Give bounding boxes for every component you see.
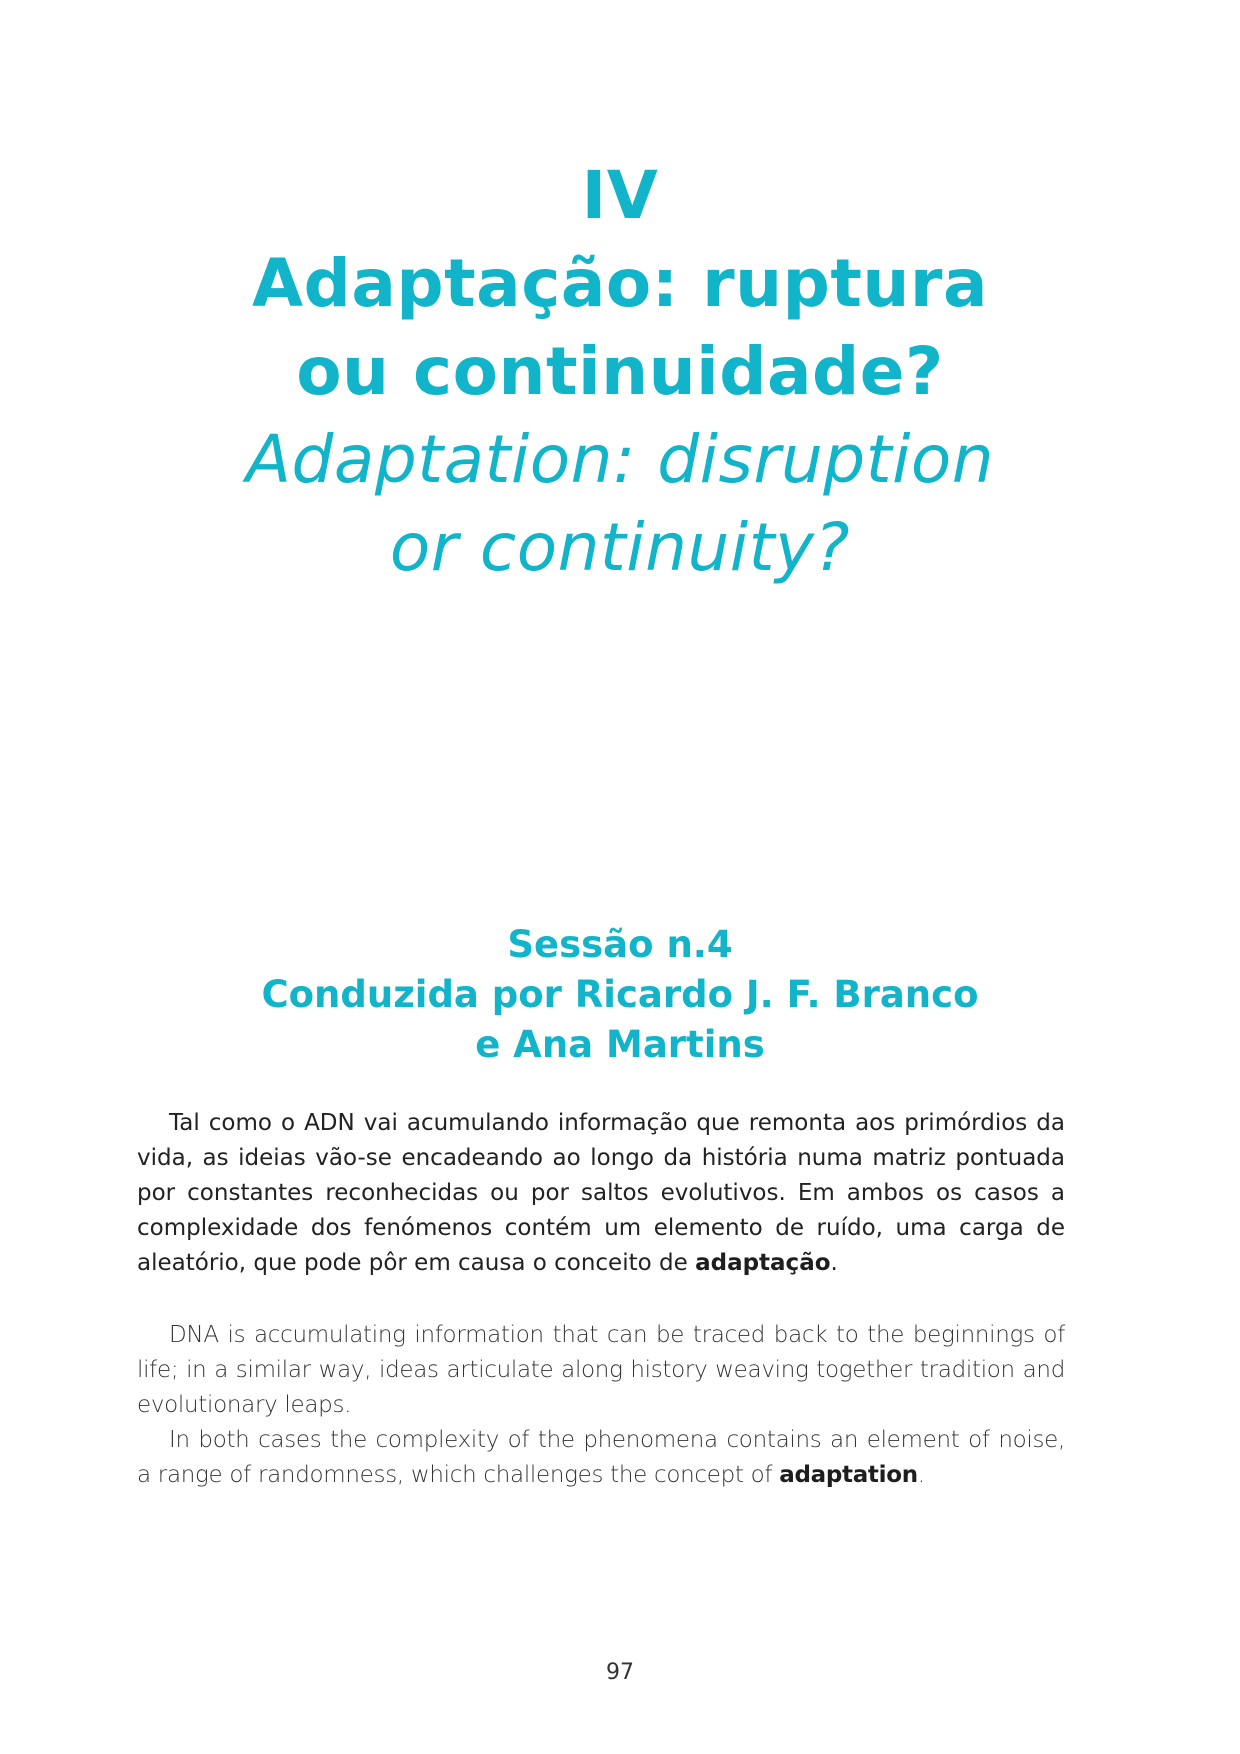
paragraph-en-1: DNA is accumulating information that can be traced back to the beginnings of life; in a similar way, ideas articulate along history weaving together tradition and evolutionary leaps.	[137, 1322, 1065, 1418]
chapter-title	[0, 152, 1240, 592]
session-heading	[0, 920, 1240, 1070]
paragraph-en-2	[137, 1423, 1065, 1493]
paragraph-en-2-end: .	[917, 1462, 925, 1488]
chapter-numeral: IV	[581, 157, 659, 234]
title-pt-line-1: Adaptação: ruptura	[252, 245, 988, 322]
title-pt-line-2: ou continuidade?	[296, 333, 944, 410]
page-number: 97	[606, 1660, 634, 1685]
paragraph-english	[137, 1318, 1065, 1493]
keyword-adaptacao: adaptação	[695, 1250, 831, 1276]
title-en-line-2: or continuity?	[389, 509, 851, 586]
session-number: Sessão n.4	[507, 923, 733, 966]
paragraph-pt-end: .	[830, 1250, 838, 1276]
paragraph-portuguese	[137, 1106, 1065, 1281]
paragraph-pt	[137, 1106, 1065, 1281]
title-en-line-1: Adaptation: disruption	[245, 421, 995, 498]
paragraph-pt-text: Tal como o ADN vai acumulando informação que remonta aos primórdios da vida, as ideias vão-se encadeando ao longo da história numa matriz pontuada por constantes reconhecidas ou por saltos evolutivos. Em ambos os casos a complexidade dos fenómenos contém um elemento de ruído, uma carga de aleatório, que pode pôr em causa o conceito de	[137, 1110, 1065, 1276]
paragraph-en-2-text: In both cases the complexity of the phenomena contains an element of noise, a range of randomness, which challenges the concept of	[137, 1427, 1065, 1488]
session-hosts-line-2: e Ana Martins	[475, 1023, 765, 1066]
keyword-adaptation: adaptation	[779, 1462, 918, 1488]
session-hosts-line-1: Conduzida por Ricardo J. F. Branco	[261, 973, 979, 1016]
